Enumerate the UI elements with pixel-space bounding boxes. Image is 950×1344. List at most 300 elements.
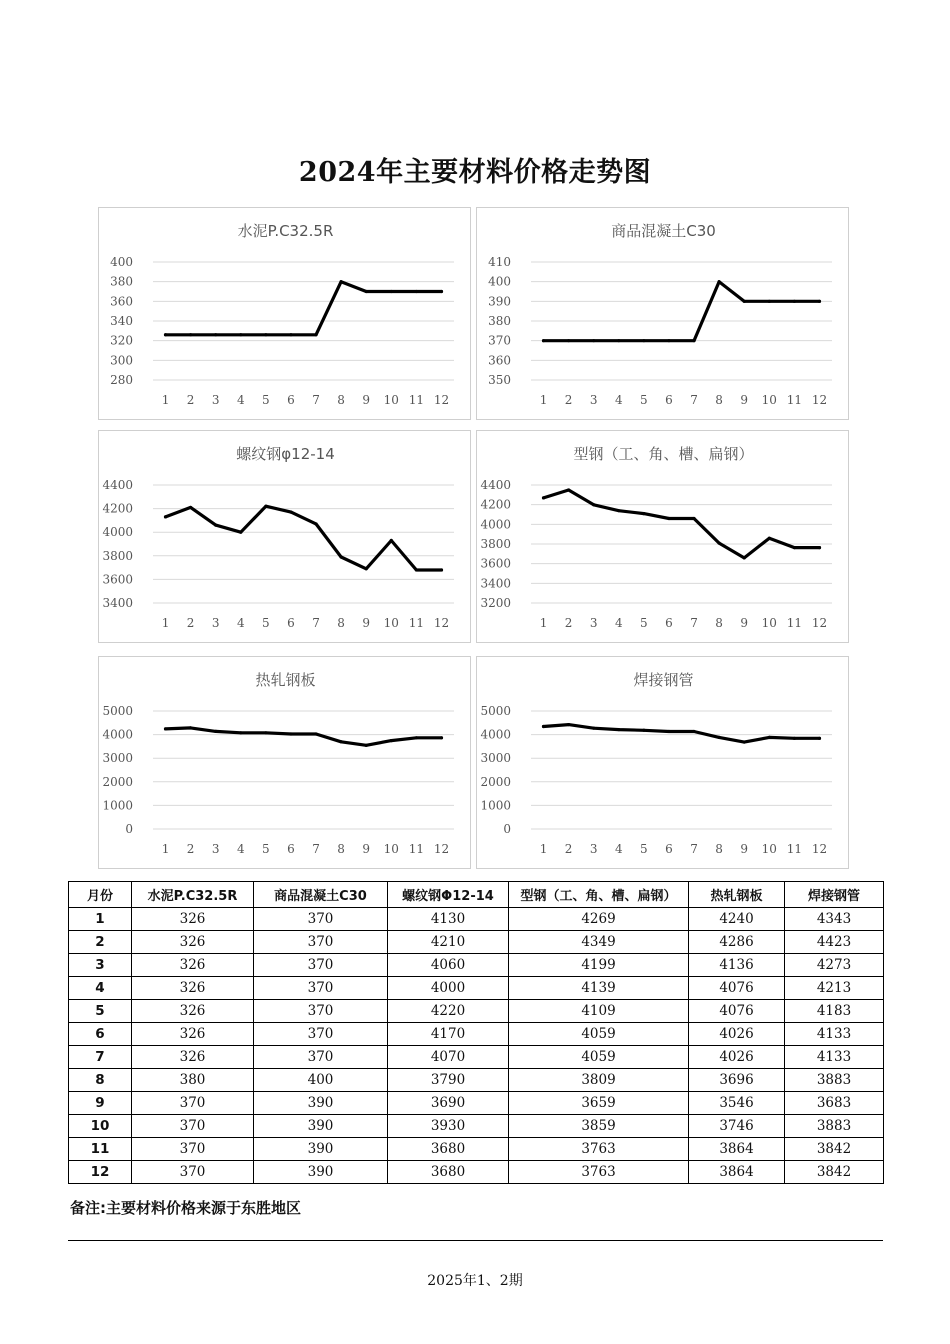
price-cell: 3842 — [785, 1138, 884, 1161]
table-row — [69, 1115, 884, 1138]
y-tick-label: 2000 — [102, 774, 133, 789]
y-tick-label: 280 — [110, 373, 133, 387]
price-cell: 4210 — [388, 931, 509, 954]
table-row — [69, 1138, 884, 1161]
price-cell: 326 — [132, 931, 254, 954]
y-tick-label: 4200 — [480, 497, 511, 512]
price-cell: 4240 — [689, 908, 785, 931]
x-tick-label: 8 — [715, 616, 723, 630]
price-table — [68, 881, 884, 1184]
x-tick-label: 1 — [161, 393, 170, 407]
x-tick-label: 1 — [161, 616, 170, 630]
data-point — [793, 300, 796, 303]
price-cell: 4343 — [785, 908, 884, 931]
price-cell: 390 — [254, 1161, 388, 1184]
price-cell: 3763 — [509, 1138, 689, 1161]
data-point — [340, 740, 343, 743]
x-tick-label: 12 — [433, 842, 450, 856]
y-tick-label: 390 — [488, 294, 511, 309]
price-cell: 370 — [254, 1046, 388, 1069]
data-point — [390, 290, 393, 293]
price-cell: 4213 — [785, 977, 884, 1000]
data-point — [818, 300, 821, 303]
price-cell: 390 — [254, 1115, 388, 1138]
table-row — [69, 1000, 884, 1023]
price-cell: 3659 — [509, 1092, 689, 1115]
x-tick-label: 2 — [564, 393, 573, 407]
x-tick-label: 12 — [433, 393, 450, 407]
price-cell: 4269 — [509, 908, 689, 931]
x-tick-label: 9 — [362, 616, 371, 630]
price-cell: 3790 — [388, 1069, 509, 1092]
data-point — [667, 730, 670, 733]
price-cell: 4130 — [388, 908, 509, 931]
data-point — [239, 731, 242, 734]
header-cement: 水泥P.C32.5R — [132, 882, 254, 908]
y-tick-label: 3600 — [102, 572, 133, 587]
x-tick-label: 2 — [564, 616, 573, 630]
data-point — [289, 732, 292, 735]
price-cell: 3809 — [509, 1069, 689, 1092]
data-point — [314, 333, 317, 336]
data-point — [567, 723, 570, 726]
month-cell: 7 — [69, 1046, 132, 1069]
y-tick-label: 3200 — [480, 596, 511, 610]
data-point — [164, 727, 167, 730]
price-cell: 4286 — [689, 931, 785, 954]
y-tick-label: 410 — [488, 255, 511, 269]
price-cell: 3546 — [689, 1092, 785, 1115]
x-tick-label: 11 — [786, 393, 803, 407]
x-tick-label: 7 — [690, 842, 698, 856]
price-cell: 4170 — [388, 1023, 509, 1046]
x-tick-label: 3 — [211, 393, 220, 407]
month-cell: 8 — [69, 1069, 132, 1092]
price-cell: 4070 — [388, 1046, 509, 1069]
price-cell: 370 — [254, 977, 388, 1000]
price-cell: 4199 — [509, 954, 689, 977]
price-cell: 370 — [254, 931, 388, 954]
x-tick-label: 5 — [262, 393, 270, 407]
data-point — [164, 515, 167, 518]
data-point — [642, 512, 645, 515]
chart-svg — [477, 431, 850, 644]
data-point — [818, 546, 821, 549]
price-cell: 3864 — [689, 1138, 785, 1161]
x-tick-label: 8 — [337, 842, 345, 856]
data-point — [818, 737, 821, 740]
x-tick-label: 11 — [408, 842, 425, 856]
x-tick-label: 5 — [262, 616, 270, 630]
price-cell: 370 — [254, 908, 388, 931]
price-cell: 326 — [132, 977, 254, 1000]
x-tick-label: 1 — [161, 842, 170, 856]
data-point — [440, 736, 443, 739]
price-cell: 3930 — [388, 1115, 509, 1138]
x-tick-label: 3 — [589, 842, 598, 856]
price-cell: 4220 — [388, 1000, 509, 1023]
x-tick-label: 4 — [614, 393, 623, 407]
chart-section-steel — [476, 430, 849, 643]
data-point — [415, 290, 418, 293]
x-tick-label: 7 — [690, 616, 698, 630]
x-tick-label: 12 — [811, 393, 828, 407]
data-point — [642, 729, 645, 732]
price-cell: 4133 — [785, 1046, 884, 1069]
x-tick-label: 4 — [236, 842, 245, 856]
data-point — [264, 731, 267, 734]
data-point — [314, 522, 317, 525]
price-cell: 4000 — [388, 977, 509, 1000]
series-line — [166, 728, 442, 745]
x-tick-label: 5 — [262, 842, 270, 856]
price-cell: 3763 — [509, 1161, 689, 1184]
data-point — [718, 736, 721, 739]
data-point — [592, 503, 595, 506]
y-tick-label: 4000 — [480, 517, 511, 532]
data-point — [768, 300, 771, 303]
y-tick-label: 4000 — [102, 525, 133, 540]
table-row — [69, 977, 884, 1000]
y-tick-label: 400 — [110, 255, 133, 269]
x-tick-label: 4 — [236, 616, 245, 630]
data-point — [768, 537, 771, 540]
month-cell: 2 — [69, 931, 132, 954]
price-cell: 4136 — [689, 954, 785, 977]
y-tick-label: 2000 — [480, 774, 511, 789]
price-cell: 370 — [132, 1115, 254, 1138]
x-tick-label: 12 — [811, 842, 828, 856]
y-tick-label: 3400 — [102, 596, 133, 610]
y-tick-label: 1000 — [102, 798, 133, 813]
data-point — [390, 739, 393, 742]
chart-svg — [99, 657, 472, 870]
x-tick-label: 11 — [408, 616, 425, 630]
data-point — [642, 339, 645, 342]
x-tick-label: 4 — [614, 616, 623, 630]
chart-title: 焊接钢管 — [633, 671, 694, 689]
month-cell: 9 — [69, 1092, 132, 1115]
table-row — [69, 931, 884, 954]
price-cell: 326 — [132, 1046, 254, 1069]
series-line — [166, 506, 442, 570]
price-cell: 4349 — [509, 931, 689, 954]
x-tick-label: 8 — [715, 842, 723, 856]
price-cell: 3680 — [388, 1138, 509, 1161]
data-point — [692, 517, 695, 520]
data-point — [718, 542, 721, 545]
price-cell: 326 — [132, 1023, 254, 1046]
x-tick-label: 12 — [811, 616, 828, 630]
month-cell: 6 — [69, 1023, 132, 1046]
month-cell: 1 — [69, 908, 132, 931]
y-tick-label: 3600 — [480, 556, 511, 571]
month-cell: 3 — [69, 954, 132, 977]
price-cell: 3883 — [785, 1115, 884, 1138]
x-tick-label: 1 — [539, 616, 548, 630]
chart-rebar — [98, 430, 471, 643]
x-tick-label: 6 — [665, 393, 673, 407]
x-tick-label: 9 — [362, 393, 371, 407]
data-point — [415, 736, 418, 739]
data-point — [365, 290, 368, 293]
data-point — [214, 333, 217, 336]
x-tick-label: 3 — [211, 842, 220, 856]
y-tick-label: 370 — [488, 333, 511, 348]
y-tick-label: 4200 — [102, 501, 133, 516]
x-tick-label: 1 — [539, 842, 548, 856]
x-tick-label: 3 — [589, 616, 598, 630]
price-cell: 326 — [132, 1000, 254, 1023]
y-tick-label: 5000 — [102, 704, 133, 718]
y-tick-label: 3400 — [480, 576, 511, 591]
table-header-row — [69, 882, 884, 908]
price-cell: 370 — [254, 954, 388, 977]
month-cell: 4 — [69, 977, 132, 1000]
data-point — [164, 333, 167, 336]
x-tick-label: 6 — [287, 393, 295, 407]
y-tick-label: 3800 — [480, 537, 511, 551]
month-cell: 5 — [69, 1000, 132, 1023]
price-cell: 4059 — [509, 1023, 689, 1046]
data-point — [592, 727, 595, 730]
x-tick-label: 10 — [761, 616, 777, 630]
x-tick-label: 8 — [715, 393, 723, 407]
data-point — [617, 339, 620, 342]
x-tick-label: 11 — [408, 393, 425, 407]
chart-svg — [477, 657, 850, 870]
chart-svg — [477, 208, 850, 421]
data-point — [189, 333, 192, 336]
data-point — [340, 555, 343, 558]
source-note: 备注:主要材料价格来源于东胜地区 — [70, 1199, 302, 1217]
y-tick-label: 320 — [110, 333, 133, 348]
y-tick-label: 4000 — [102, 727, 133, 742]
data-point — [692, 339, 695, 342]
y-tick-label: 3000 — [480, 751, 511, 766]
data-point — [542, 725, 545, 728]
data-point — [768, 736, 771, 739]
header-concrete: 商品混凝土C30 — [254, 882, 388, 908]
x-tick-label: 7 — [312, 842, 320, 856]
price-cell: 4139 — [509, 977, 689, 1000]
month-cell: 12 — [69, 1161, 132, 1184]
y-tick-label: 3000 — [102, 751, 133, 766]
table-row — [69, 1069, 884, 1092]
price-cell: 4273 — [785, 954, 884, 977]
table-row — [69, 1046, 884, 1069]
x-tick-label: 9 — [740, 842, 749, 856]
price-cell: 370 — [254, 1000, 388, 1023]
x-tick-label: 4 — [236, 393, 245, 407]
x-tick-label: 5 — [640, 393, 648, 407]
price-cell: 3746 — [689, 1115, 785, 1138]
x-tick-label: 8 — [337, 393, 345, 407]
month-cell: 11 — [69, 1138, 132, 1161]
data-point — [667, 339, 670, 342]
price-cell: 390 — [254, 1138, 388, 1161]
x-tick-label: 5 — [640, 616, 648, 630]
x-tick-label: 9 — [362, 842, 371, 856]
price-cell: 370 — [132, 1092, 254, 1115]
price-cell: 4423 — [785, 931, 884, 954]
chart-welded-pipe — [476, 656, 849, 869]
x-tick-label: 12 — [433, 616, 450, 630]
header-rebar: 螺纹钢Φ12-14 — [388, 882, 509, 908]
y-tick-label: 380 — [110, 274, 133, 289]
data-point — [793, 546, 796, 549]
price-cell: 4026 — [689, 1023, 785, 1046]
y-tick-label: 3800 — [102, 548, 133, 563]
x-tick-label: 7 — [312, 393, 320, 407]
chart-title: 螺纹钢φ12-14 — [236, 445, 335, 463]
x-tick-label: 10 — [383, 393, 399, 407]
data-point — [289, 511, 292, 514]
price-cell: 3696 — [689, 1069, 785, 1092]
header-section-steel: 型钢（工、角、槽、扁钢） — [509, 882, 689, 908]
x-tick-label: 2 — [186, 616, 195, 630]
data-point — [289, 333, 292, 336]
x-tick-label: 1 — [539, 393, 548, 407]
price-cell: 326 — [132, 954, 254, 977]
data-point — [617, 509, 620, 512]
header-hot-rolled-plate: 热轧钢板 — [689, 882, 785, 908]
y-tick-label: 400 — [488, 274, 511, 289]
price-cell: 3864 — [689, 1161, 785, 1184]
data-point — [365, 744, 368, 747]
data-point — [617, 728, 620, 731]
price-cell: 3842 — [785, 1161, 884, 1184]
price-cell: 4133 — [785, 1023, 884, 1046]
chart-concrete — [476, 207, 849, 420]
chart-title: 水泥P.C32.5R — [237, 222, 334, 240]
data-point — [415, 568, 418, 571]
price-cell: 3883 — [785, 1069, 884, 1092]
data-point — [718, 280, 721, 283]
x-tick-label: 6 — [665, 842, 673, 856]
issue-footer: 2025年1、2期 — [427, 1273, 523, 1289]
x-tick-label: 10 — [383, 842, 399, 856]
x-tick-label: 2 — [186, 842, 195, 856]
chart-cement — [98, 207, 471, 420]
price-cell: 326 — [132, 908, 254, 931]
price-cell: 390 — [254, 1092, 388, 1115]
data-point — [542, 496, 545, 499]
x-tick-label: 6 — [287, 842, 295, 856]
data-point — [264, 505, 267, 508]
price-cell: 3690 — [388, 1092, 509, 1115]
chart-svg — [99, 208, 472, 421]
price-cell: 3859 — [509, 1115, 689, 1138]
chart-title: 商品混凝土C30 — [611, 222, 716, 240]
price-cell: 4183 — [785, 1000, 884, 1023]
data-point — [314, 732, 317, 735]
series-line — [544, 282, 820, 341]
price-cell: 4026 — [689, 1046, 785, 1069]
footer-divider — [68, 1240, 883, 1241]
y-tick-label: 380 — [488, 314, 511, 328]
x-tick-label: 6 — [665, 616, 673, 630]
data-point — [390, 539, 393, 542]
data-point — [239, 333, 242, 336]
price-cell: 4109 — [509, 1000, 689, 1023]
price-cell: 400 — [254, 1069, 388, 1092]
x-tick-label: 11 — [786, 842, 803, 856]
data-point — [567, 488, 570, 491]
data-point — [189, 726, 192, 729]
page-title: 2024年主要材料价格走势图 — [298, 157, 652, 188]
x-tick-label: 6 — [287, 616, 295, 630]
chart-title: 热轧钢板 — [255, 671, 316, 689]
data-point — [743, 556, 746, 559]
chart-svg — [99, 431, 472, 644]
header-month: 月份 — [69, 882, 132, 908]
data-point — [743, 300, 746, 303]
table-row — [69, 954, 884, 977]
table-row — [69, 908, 884, 931]
data-point — [189, 506, 192, 509]
data-point — [567, 339, 570, 342]
series-line — [544, 725, 820, 743]
price-cell: 4076 — [689, 977, 785, 1000]
data-point — [214, 524, 217, 527]
data-point — [264, 333, 267, 336]
data-point — [440, 290, 443, 293]
y-tick-label: 1000 — [480, 798, 511, 813]
y-tick-label: 4000 — [480, 727, 511, 742]
price-cell: 370 — [254, 1023, 388, 1046]
x-tick-label: 7 — [312, 616, 320, 630]
x-tick-label: 3 — [589, 393, 598, 407]
price-cell: 4076 — [689, 1000, 785, 1023]
x-tick-label: 9 — [740, 393, 749, 407]
x-tick-label: 9 — [740, 616, 749, 630]
price-cell: 3683 — [785, 1092, 884, 1115]
y-tick-label: 4400 — [480, 478, 511, 492]
price-cell: 370 — [132, 1161, 254, 1184]
x-tick-label: 10 — [761, 393, 777, 407]
y-tick-label: 0 — [503, 822, 511, 836]
data-point — [793, 737, 796, 740]
chart-title: 型钢（工、角、槽、扁钢） — [573, 445, 754, 463]
x-tick-label: 5 — [640, 842, 648, 856]
x-tick-label: 10 — [761, 842, 777, 856]
month-cell: 10 — [69, 1115, 132, 1138]
y-tick-label: 360 — [488, 353, 511, 368]
x-tick-label: 2 — [186, 393, 195, 407]
x-tick-label: 4 — [614, 842, 623, 856]
y-tick-label: 4400 — [102, 478, 133, 492]
data-point — [743, 740, 746, 743]
price-cell: 3680 — [388, 1161, 509, 1184]
y-tick-label: 5000 — [480, 704, 511, 718]
x-tick-label: 10 — [383, 616, 399, 630]
table-row — [69, 1161, 884, 1184]
price-cell: 4060 — [388, 954, 509, 977]
y-tick-label: 340 — [110, 314, 133, 328]
table-row — [69, 1023, 884, 1046]
x-tick-label: 11 — [786, 616, 803, 630]
header-welded-pipe: 焊接钢管 — [785, 882, 884, 908]
price-cell: 4059 — [509, 1046, 689, 1069]
y-tick-label: 360 — [110, 294, 133, 309]
data-point — [239, 531, 242, 534]
x-tick-label: 3 — [211, 616, 220, 630]
x-tick-label: 7 — [690, 393, 698, 407]
x-tick-label: 2 — [564, 842, 573, 856]
data-point — [542, 339, 545, 342]
data-point — [667, 517, 670, 520]
